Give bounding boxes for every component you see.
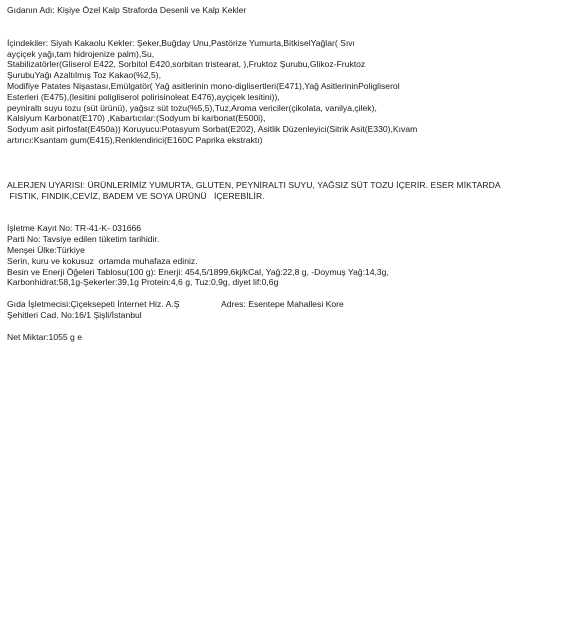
storage-instructions: Serin, kuru ve kokusuz ortamda muhafaza ediniz. — [7, 255, 198, 266]
spacer — [7, 288, 577, 299]
ingredients-line: Modifiye Patates Nişastası,Emülgatör( Yağ asitlerinin mono-diglisertleri(E471),Yağ AsitlerininPoligliserol — [7, 80, 400, 91]
food-operator: Gıda İşletmecisi:Çiçeksepeti İnternet Hiz. A.Ş — [7, 299, 180, 310]
company-line — [7, 299, 577, 310]
spacer — [7, 16, 577, 38]
ingredients-line: Stabilizatörler(Gliserol E422, Sorbitol E420,sorbitan tristearat, ),Fruktoz Şurubu,Glikoz-Fruktoz — [7, 59, 366, 70]
company-address-cont: Şehitleri Cad. No:16/1 Şişli/İstanbul — [7, 309, 142, 320]
ingredients-line: ayçiçek yağı,tam hidrojenize palm),Su, — [7, 48, 155, 59]
company-address: Adres: Esentepe Mahallesi Kore — [221, 299, 344, 310]
ingredients-block — [7, 38, 577, 146]
details-block — [7, 223, 577, 288]
ingredients-line: ŞurubuYağı Azaltılmış Toz Kakao(%2,5), — [7, 70, 161, 81]
registration-number: İşletme Kayıt No: TR-41-K- 031666 — [7, 223, 142, 234]
allergen-line: FISTIK, FINDIK,CEVİZ, BADEM VE SOYA ÜRÜNÜ İÇEREBİLİR. — [7, 190, 265, 201]
ingredients-line: peyniraltı suyu tozu (süt ürünü), yağsız süt tozu(%5,5),Tuz,Aroma vericiler(çikolata, vanilya,çilek), — [7, 102, 377, 113]
allergen-line: ALERJEN UYARISI: ÜRÜNLERİMİZ YUMURTA, GLUTEN, PEYNİRALTI SUYU, YAĞSIZ SÜT TOZU İÇERİR. ESER MİKTARDA — [7, 179, 501, 190]
product-label — [7, 5, 577, 343]
country-of-origin: Menşei Ülke:Türkiye — [7, 244, 85, 255]
company-block — [7, 299, 577, 321]
nutrition-facts: Karbonhidrat:58,1g-Şekerler:39,1g Protein:4,6 g, Tuz:0,9g, diyet lif:0,6g — [7, 277, 279, 288]
ingredients-line: Sodyum asit pirfosfat(E450a)) Koruyucu:Potasyum Sorbat(E202), Asitlik Düzenleyici(Sitrik Asit(E330),Kıvam — [7, 124, 418, 135]
product-name: Gıdanın Adı: Kişiye Özel Kalp Straforda Desenli ve Kalp Kekler — [7, 5, 247, 15]
nutrition-facts: Besin ve Enerji Öğeleri Tablosu(100 g): Enerji: 454,5/1899,6kj/kCal, Yağ:22,8 g, -Doymuş Yağ:14,3g, — [7, 266, 389, 277]
allergen-warning — [7, 180, 577, 202]
spacer — [7, 146, 577, 180]
lot-number: Parti No: Tavsiye edilen tüketim tarihidir. — [7, 234, 160, 245]
spacer — [7, 321, 577, 332]
ingredients-line: İçindekiler: Siyah Kakaolu Kekler: Şeker,Buğday Unu,Pastörize Yumurta,BitkiselYağlar( Sıvı — [7, 37, 355, 48]
net-quantity: Net Miktar:1055 g e — [7, 331, 82, 342]
spacer — [7, 201, 577, 223]
ingredients-line: artırıcı:Ksantam gum(E415),Renklendirici(E160C Paprika ekstraktı) — [7, 134, 263, 145]
ingredients-line: Esterleri (E475),(lesitini poligliserol polirisinoleat E476),ayçiçek lesitini)), — [7, 91, 280, 102]
ingredients-line: Kalsiyum Karbonat(E170) ,Kabartıcılar:(Sodyum bi karbonat(E500i), — [7, 113, 266, 124]
